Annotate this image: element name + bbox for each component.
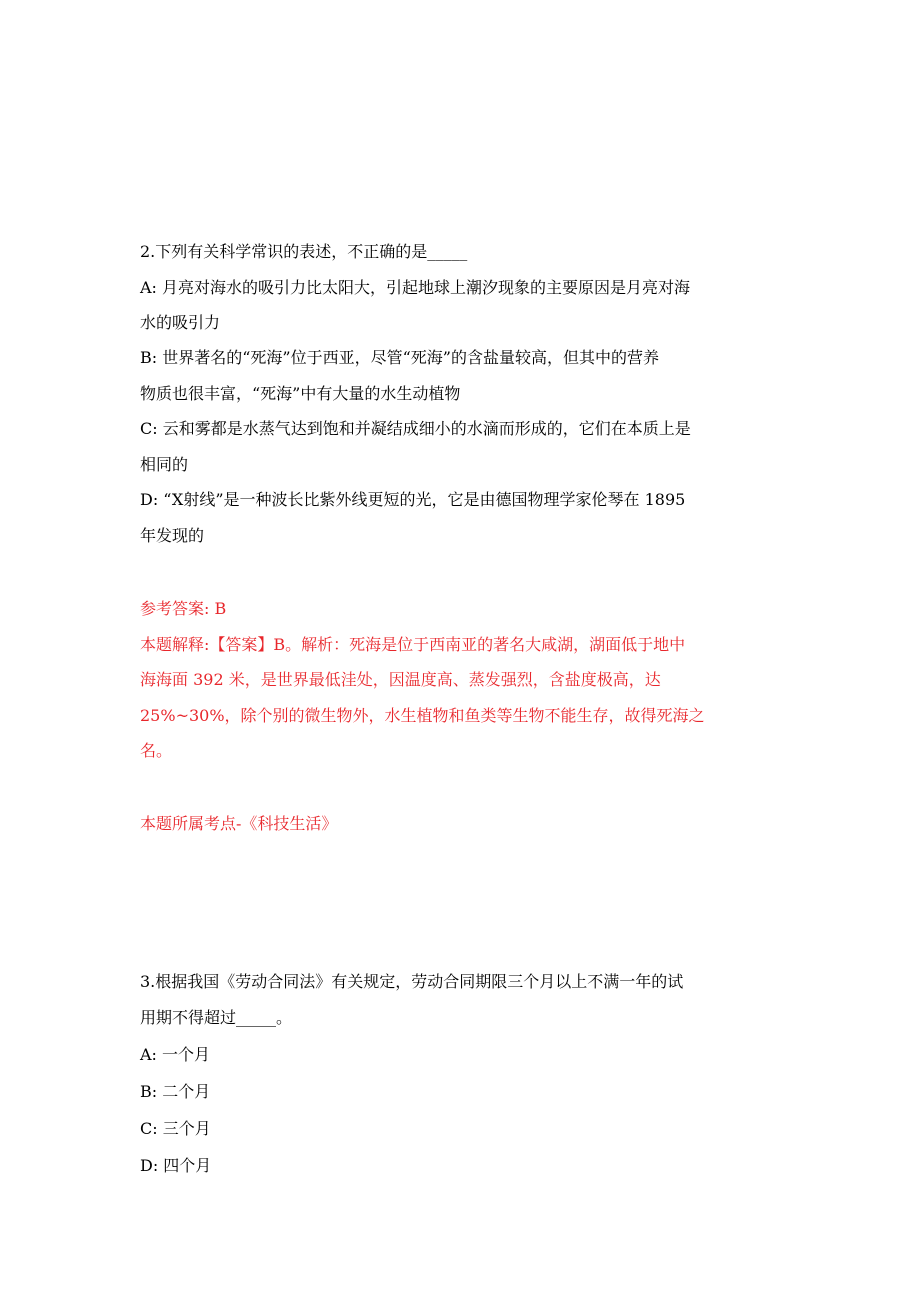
question-2-explanation-cont-2: 25%~30%，除个别的微生物外，水生植物和鱼类等生物不能生存，故得死海之: [140, 706, 705, 725]
question-2-option-c: C: 云和雾都是水蒸气达到饱和并凝结成细小的水滴而形成的，它们在本质上是: [140, 419, 691, 438]
question-2-option-b: B: 世界著名的“死海”位于西亚，尽管“死海”的含盐量较高，但其中的营养: [140, 348, 659, 367]
question-2-explanation-cont-1: 海海面 392 米，是世界最低洼处，因温度高、蒸发强烈，含盐度极高，达: [140, 670, 661, 689]
question-3-option-d: D: 四个月: [140, 1156, 212, 1175]
question-2-topic: 本题所属考点-《科技生活》: [140, 814, 338, 833]
question-2-option-d-cont: 年发现的: [140, 526, 205, 545]
question-3-option-c: C: 三个月: [140, 1119, 211, 1138]
question-2-option-b-cont: 物质也很丰富，“死海”中有大量的水生动植物: [140, 384, 461, 403]
question-2-answer: 参考答案: B: [140, 599, 227, 618]
question-2-option-c-cont: 相同的: [140, 455, 189, 474]
question-2-option-a: A: 月亮对海水的吸引力比太阳大，引起地球上潮汐现象的主要原因是月亮对海: [140, 278, 691, 297]
question-2-option-a-cont: 水的吸引力: [140, 313, 221, 332]
question-3-stem-cont: 用期不得超过_____。: [140, 1008, 293, 1027]
question-2-stem: 2.下列有关科学常识的表述，不正确的是_____: [140, 242, 468, 261]
question-3-stem: 3.根据我国《劳动合同法》有关规定，劳动合同期限三个月以上不满一年的试: [140, 972, 684, 991]
question-2-explanation-cont-3: 名。: [140, 741, 173, 760]
question-3-option-a: A: 一个月: [140, 1045, 211, 1064]
question-2-explanation: 本题解释:【答案】B。解析：死海是位于西南亚的著名大咸湖，湖面低于地中: [140, 635, 686, 654]
question-3-option-b: B: 二个月: [140, 1082, 211, 1101]
question-2-option-d: D: “X射线”是一种波长比紫外线更短的光，它是由德国物理学家伦琴在 1895: [140, 490, 686, 509]
